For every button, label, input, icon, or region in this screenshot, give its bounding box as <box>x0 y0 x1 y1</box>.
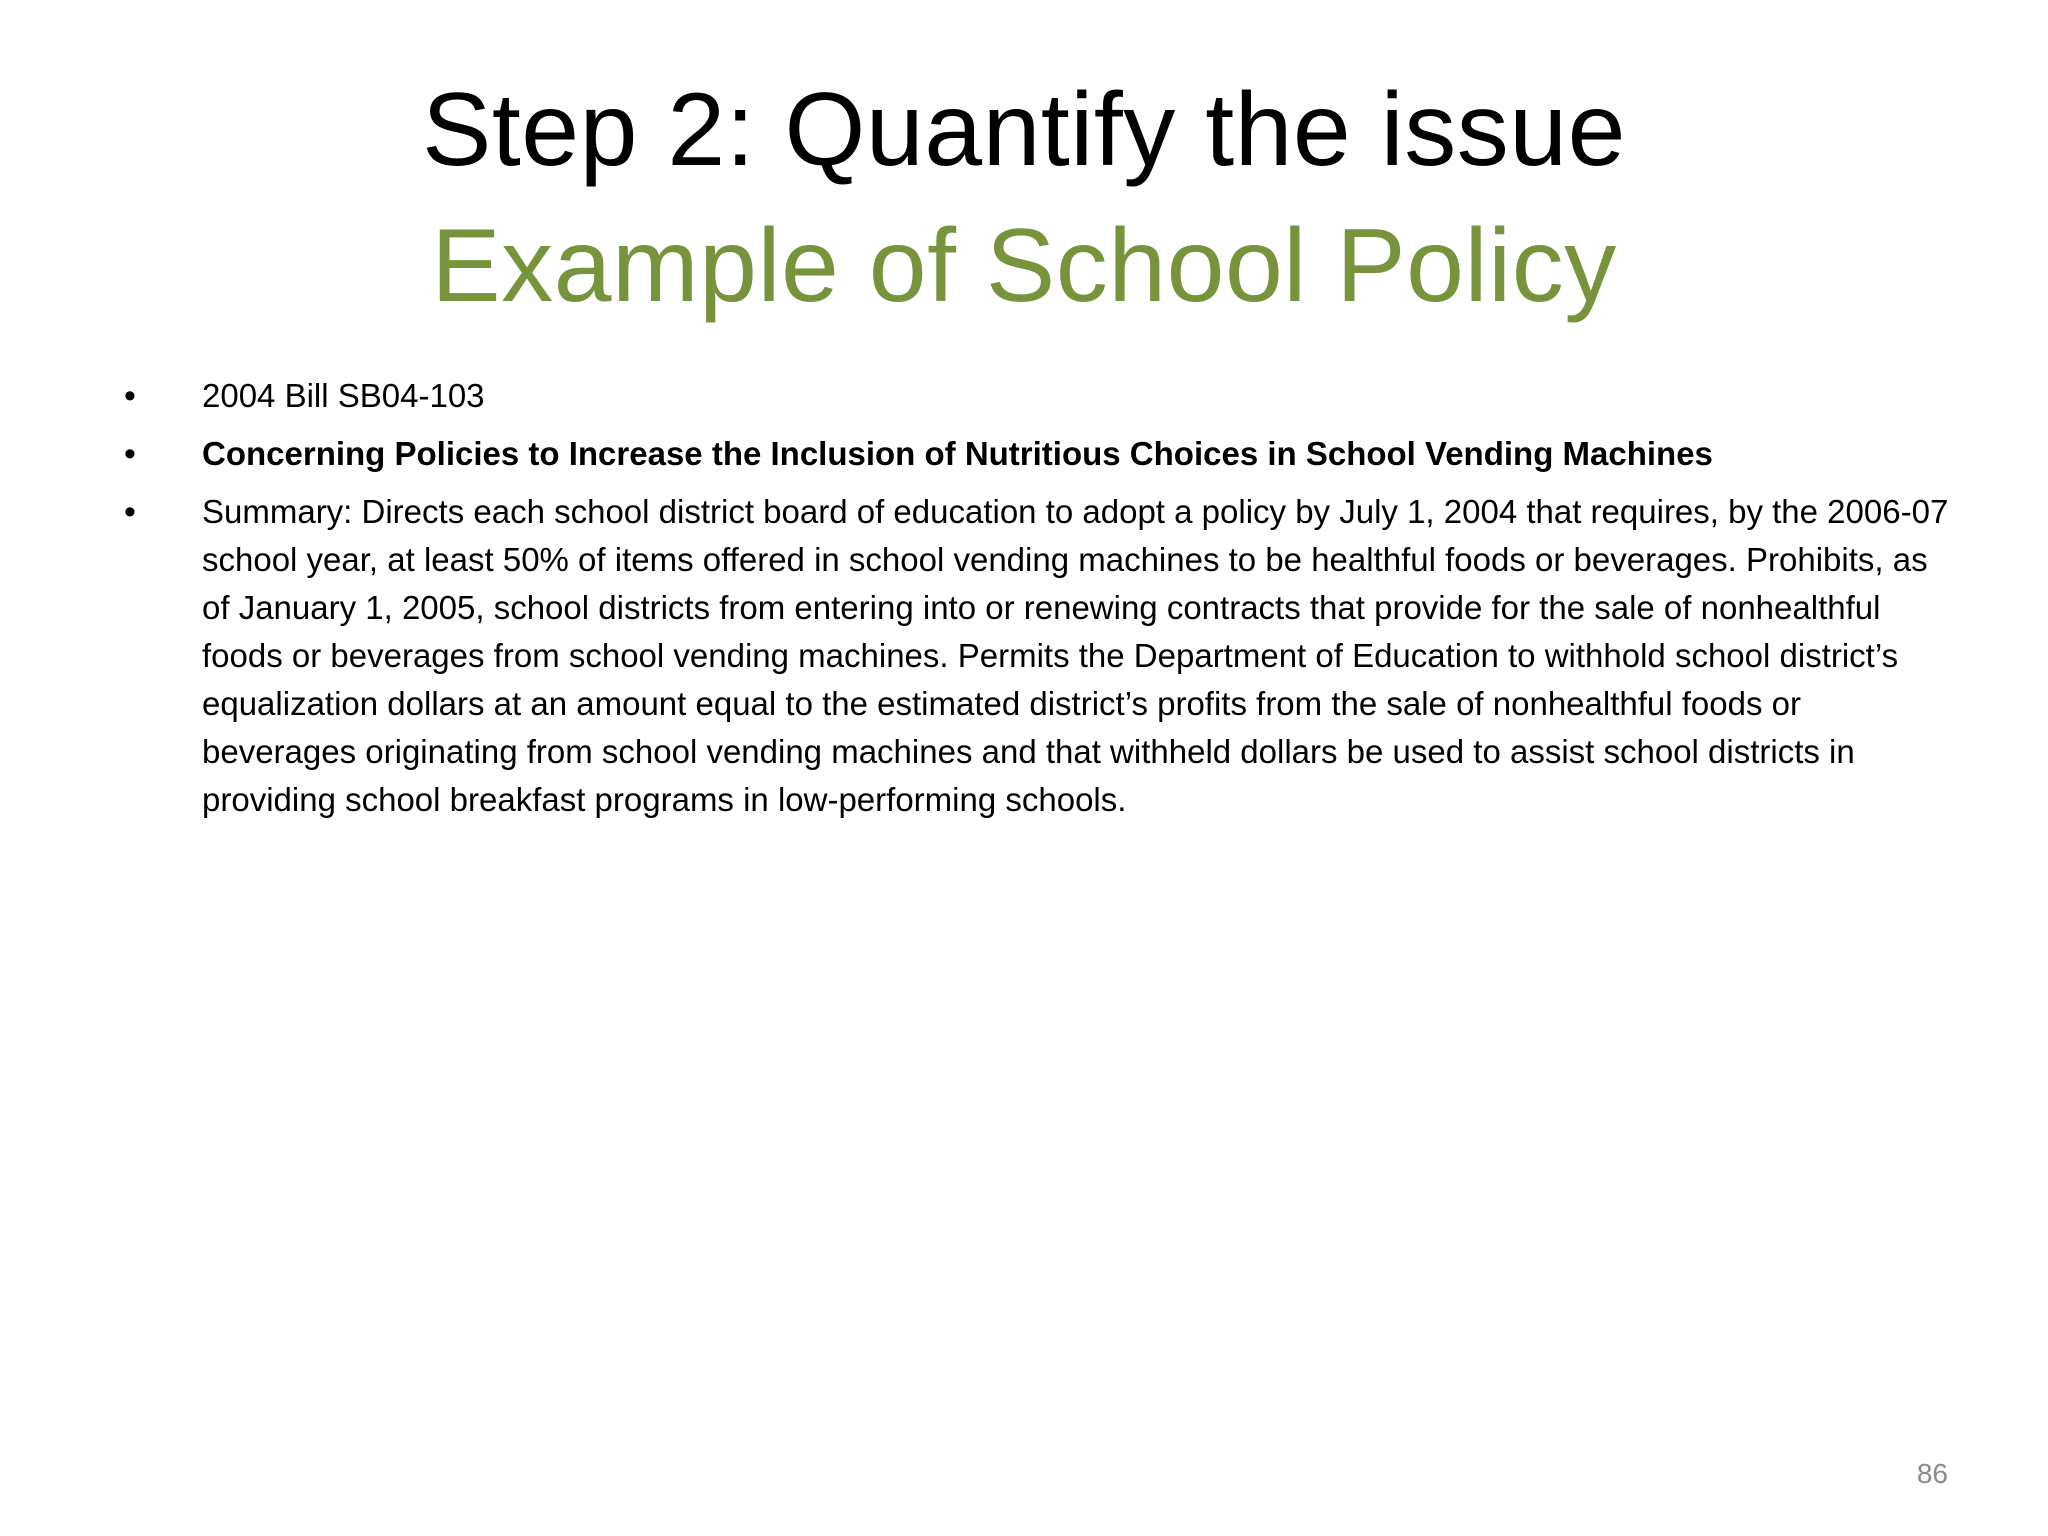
bullet-text-bill: 2004 Bill SB04-103 <box>202 377 485 414</box>
title-block <box>0 62 2048 334</box>
bullet-marker: • <box>124 435 136 473</box>
bullet-marker: • <box>124 377 136 415</box>
slide-title: Step 2: Quantify the issue <box>422 72 1626 188</box>
bullet-item-summary <box>124 488 1954 824</box>
bullet-list <box>124 372 1954 834</box>
bullet-item-bill <box>124 372 1954 420</box>
page-number: 86 <box>1916 1458 1948 1489</box>
bullet-text-summary: Summary: Directs each school district board of education to adopt a policy by July 1, 2004 that requires, by the 2006-07 school year, at least 50% of items offered in school vending machines to be healthful foods or beverages. Prohibits, as of January 1, 2005, school districts from entering into or renewing contracts that provide for the sale of nonhealthful foods or beverages from school vending machines. Permits the Department of Education to withhold school district’s equalization dollars at an amount equal to the estimated district’s profits from the sale of nonhealthful foods or beverages originating from school vending machines and that withheld dollars be used to assist school districts in providing school breakfast programs in low-performing schools. <box>202 493 1949 818</box>
bullet-marker: • <box>124 493 136 531</box>
bullet-item-concerning <box>124 430 1954 478</box>
bullet-text-concerning: Concerning Policies to Increase the Inclusion of Nutritious Choices in School Vending Machines <box>202 435 1713 472</box>
slide-subtitle: Example of School Policy <box>431 208 1617 324</box>
